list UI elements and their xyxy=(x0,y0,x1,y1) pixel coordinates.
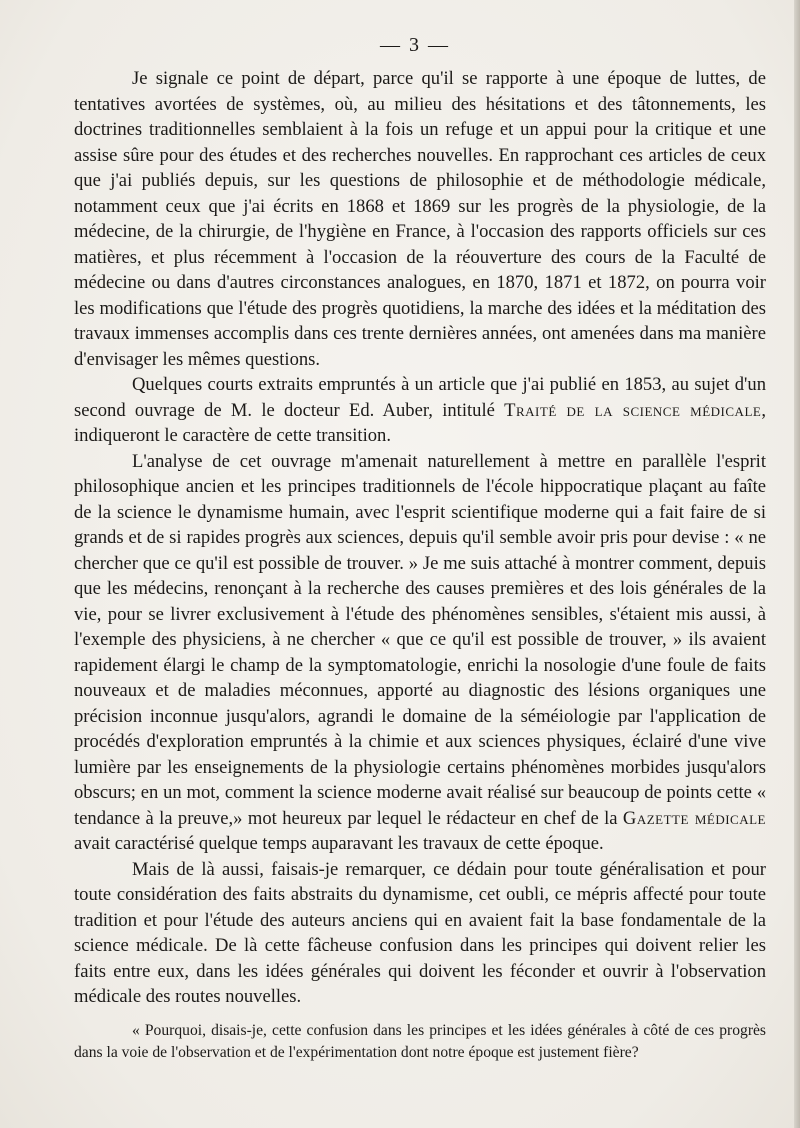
paragraph-3 xyxy=(74,449,766,857)
paragraph-3-text-end: avait caractérisé quelque temps auparavant les travaux de cette époque. xyxy=(74,833,604,854)
paragraph-1: Je signale ce point de départ, parce qu'il se rapporte à une époque de luttes, de tentatives avortées de systèmes, où, au milieu des hésitations et des tâtonnements, les doctrines traditionnelles semblaient à la fois un refuge et un appui pour la critique et une assise sûre pour des études et des recherches nouvelles. En rapprochant ces articles de ceux que j'ai publiés depuis, sur les questions de philosophie et de méthodologie médicale, notamment ceux que j'ai écrits en 1868 et 1869 sur les progrès de la physiologie, de la médecine, de la chirurgie, de l'hygiène en France, à l'occasion des rapports officiels sur ces matières, et plus récemment à l'occasion de la réouverture des cours de la Faculté de médecine ou dans d'autres circonstances analogues, en 1870, 1871 et 1872, on pourra voir les modifications que l'étude des progrès quotidiens, la marche des idées et la méditation des travaux immenses accomplis dans ces trente dernières années, ont amenées dans ma manière d'envisager les mêmes questions. xyxy=(74,68,766,370)
book-title: Traité de la science médicale xyxy=(504,399,762,421)
paragraph-3-text-start: L'analyse de cet ouvrage m'amenait naturellement à mettre en parallèle l'esprit philosophique ancien et les principes traditionnels de l'école hippocratique plaçant au faîte de la science le dynamisme humain, avec l'esprit scientifique moderne qui a fait faire de si grands et de si rapides progrès aux sciences, depuis qu'il semble avoir pris pour devise : « ne chercher que ce qu'il est possible de trouver. » Je me suis attaché à montrer comment, depuis que les médecins, renonçant à la recherche des causes premières et des lois générales de la vie, pour se livrer exclusivement à l'étude des phénomènes sensibles, s'étaient mis aussi, à l'exemple des physiciens, à ne chercher « que ce qu'il est possible de trouver, » ils avaient rapidement élargi le champ de la symptomatologie, enrichi la nosologie d'une foule de faits nouveaux et de maladies méconnues, apporté au diagnostic des lésions organiques une précision inconnue jusqu'alors, agrandi le domaine de la séméiologie par l'application de procédés d'exploration empruntés à la chimie et aux sciences physiques, éclairé d'une vive lumière par les enseignements de la physiologie certains phénomènes morbides jusqu'alors obscurs; en un mot, comment la science moderne avait réalisé sur beaucoup de points cette « tendance à la preuve,» mot heureux par lequel le rédacteur en chef de la xyxy=(74,450,766,829)
paragraph-2 xyxy=(74,372,766,449)
journal-title: Gazette médicale xyxy=(622,807,766,829)
paragraph-2-text-start: Quelques courts extraits empruntés à un article que j'ai publié en 1853, au sujet d'un second ouvrage de M. le docteur Ed. Auber, intitulé xyxy=(74,374,766,421)
body-text xyxy=(74,66,766,1064)
quotation: « Pourquoi, disais-je, cette confusion dans les principes et les idées générales à côté de ces progrès dans la voie de l'observation et de l'expérimentation dont notre époque est justement fière? xyxy=(74,1021,766,1061)
page-number: — 3 — xyxy=(380,34,450,56)
page-edge-shadow xyxy=(794,0,800,1128)
paragraph-2-text-end: , indiqueront le caractère de cette transition. xyxy=(74,399,766,446)
paragraph-4: Mais de là aussi, faisais-je remarquer, ce dédain pour toute généralisation et pour toute considération des faits abstraits du dynamisme, cet oubli, ce mépris affecté pour toute tradition et pour l'étude des auteurs anciens qui en avaient fait la base fondamentale de la science médicale. De là cette fâcheuse confusion dans les principes qui doivent relier les faits entre eux, dans les idées générales qui doivent les féconder et ouvrir à l'observation médicale des routes nouvelles. xyxy=(74,858,766,1007)
